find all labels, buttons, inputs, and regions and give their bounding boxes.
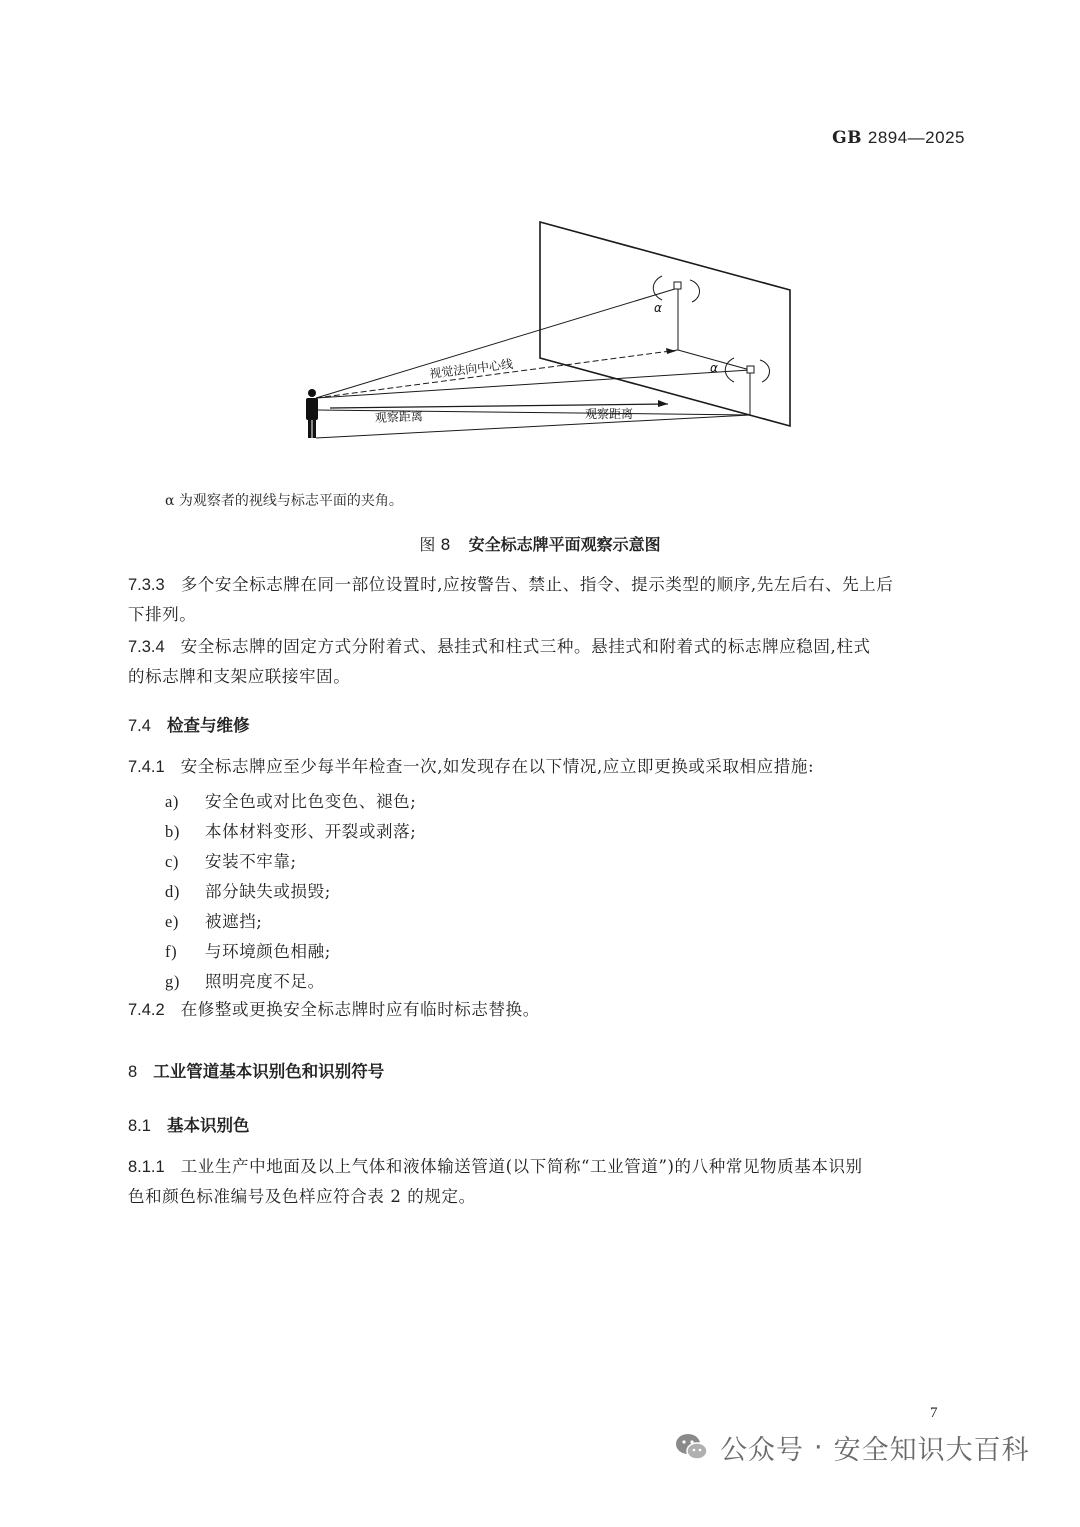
sign-marker-2 <box>747 366 754 373</box>
heading-title: 基本识别色 <box>166 1116 250 1135</box>
figure-note: α 为观察者的视线与标志平面的夹角。 <box>165 493 403 509</box>
list-item <box>165 968 325 992</box>
clause-7-3-4 <box>128 632 968 692</box>
sight-line-center <box>316 370 750 398</box>
clause-number: 8.1.1 <box>128 1158 165 1176</box>
list-item <box>165 818 416 842</box>
list-text: 被遮挡; <box>205 912 263 931</box>
clause-text-cont: 下排列。 <box>128 605 197 624</box>
list-marker: f) <box>165 942 178 961</box>
clause-text: 安全标志牌应至少每半年检查一次,如发现存在以下情况,应立即更换或采取相应措施: <box>180 757 815 776</box>
list-text: 安装不牢靠; <box>205 852 297 871</box>
alpha-label-1: α <box>654 301 662 315</box>
figure-number: 图 8 <box>419 535 451 554</box>
clause-7-4-1 <box>128 752 968 782</box>
list-text: 本体材料变形、开裂或剥落; <box>205 822 417 841</box>
list-text: 与环境颜色相融; <box>205 942 331 961</box>
clause-number: 7.3.3 <box>128 576 165 594</box>
list-item <box>165 788 416 812</box>
figure-title: 安全标志牌平面观察示意图 <box>468 535 661 554</box>
figure-caption <box>0 532 1080 555</box>
heading-number: 7.4 <box>128 717 151 735</box>
heading-number: 8.1 <box>128 1117 151 1135</box>
normal-centerline <box>316 350 678 398</box>
list-text: 照明亮度不足。 <box>205 972 325 991</box>
heading-title: 工业管道基本识别色和识别符号 <box>153 1062 385 1081</box>
clause-text: 多个安全标志牌在同一部位设置时,应按警告、禁止、指令、提示类型的顺序,先左后右、先上后 <box>180 575 894 594</box>
alpha-label-2: α <box>710 361 718 375</box>
list-item <box>165 908 262 932</box>
distance-label-2: 观察距离 <box>585 407 634 421</box>
distance-label-1: 观察距离 <box>374 409 424 425</box>
angle-arc-1b <box>690 280 700 302</box>
clause-text-cont: 色和颜色标准编号及色样应符合表 2 的规定。 <box>128 1187 476 1206</box>
watermark-separator: · <box>814 1431 824 1463</box>
angle-arc-2 <box>725 358 734 382</box>
clause-8-1-1 <box>128 1152 968 1212</box>
clause-7-4-2 <box>128 995 968 1025</box>
standard-number: 2894—2025 <box>867 128 965 147</box>
clause-text: 工业生产中地面及以上气体和液体输送管道(以下简称“工业管道”)的八种常见物质基本识别 <box>180 1157 863 1176</box>
watermark <box>672 1422 1030 1472</box>
heading-title: 检查与维修 <box>166 716 250 735</box>
standard-code <box>832 128 965 148</box>
list-marker: d) <box>165 882 180 901</box>
observation-diagram <box>290 210 810 450</box>
list-item <box>165 878 331 902</box>
list-text: 安全色或对比色变色、褪色; <box>205 792 417 811</box>
clause-number: 7.3.4 <box>128 638 165 656</box>
page-number: 7 <box>930 1405 938 1421</box>
clause-7-3-3 <box>128 570 968 630</box>
wechat-icon <box>672 1427 712 1467</box>
observer-figure <box>306 389 318 438</box>
list-item <box>165 938 331 962</box>
list-marker: e) <box>165 912 180 931</box>
list-marker: b) <box>165 822 180 841</box>
list-text: 部分缺失或损毁; <box>205 882 331 901</box>
angle-arc-2b <box>760 360 770 382</box>
list-marker: a) <box>165 792 180 811</box>
list-marker: g) <box>165 972 180 991</box>
clause-text: 在修整或更换安全标志牌时应有临时标志替换。 <box>180 1000 540 1019</box>
clause-text-cont: 的标志牌和支架应联接牢固。 <box>128 667 351 686</box>
heading-8-1 <box>128 1112 249 1136</box>
heading-number: 8 <box>128 1063 138 1081</box>
sign-plane <box>540 222 790 426</box>
heading-7-4 <box>128 712 249 736</box>
centerline-label: 视觉法向中心线 <box>428 356 514 381</box>
list-marker: c) <box>165 852 180 871</box>
arrow-head-1 <box>666 348 676 354</box>
watermark-name: 安全知识大百科 <box>833 1434 1030 1466</box>
clause-text: 安全标志牌的固定方式分附着式、悬挂式和柱式三种。悬挂式和附着式的标志牌应稳固,柱式 <box>180 637 871 656</box>
clause-number: 7.4.1 <box>128 758 165 776</box>
angle-arc-1 <box>653 276 662 300</box>
standard-prefix: GB <box>832 128 862 148</box>
watermark-account: 公众号 <box>720 1434 804 1466</box>
sign-marker-1 <box>674 282 681 289</box>
heading-8 <box>128 1058 384 1082</box>
list-item <box>165 848 297 872</box>
clause-number: 7.4.2 <box>128 1001 165 1019</box>
